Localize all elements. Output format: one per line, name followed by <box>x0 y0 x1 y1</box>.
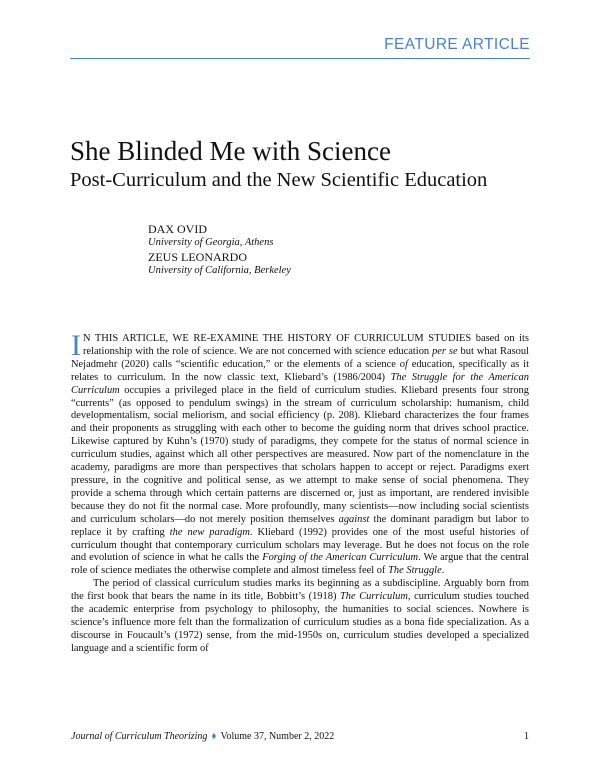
journal-name: Journal of Curriculum Theorizing <box>71 731 208 742</box>
drop-cap: I <box>71 329 81 362</box>
text-run-italic: per se <box>432 345 458 357</box>
article-subtitle: Post-Curriculum and the New Scientific Education <box>70 169 488 191</box>
text-run-italic: against <box>338 513 370 525</box>
text-run-italic: of <box>399 358 408 370</box>
article-body <box>71 329 529 656</box>
volume-info: Volume 37, Number 2, 2022 <box>220 731 335 742</box>
paragraph <box>71 578 529 655</box>
text-run-italic: the new paradigm <box>169 526 250 538</box>
text-run: but what Rasoul Nejadmehr (2020) calls “scientific education,” or the elements of a science <box>71 345 529 370</box>
text-run: . Kliebard (1992) provides one of the most useful histories of curriculum thought that contemporary curriculum scholars may leverage. But he does not focus on the role and evolution of science in what he calls the <box>71 526 529 564</box>
text-run: the dominant paradigm but labor to replace it by crafting <box>71 513 529 538</box>
author-block <box>148 222 291 278</box>
text-run: based on its relationship with the role of science. We are not concerned with science education <box>83 333 529 357</box>
text-run-italic: The Curriculum <box>339 591 408 603</box>
text-run: occupies a privileged place in the field of curriculum studies. Kliebard presents four strong “currents” (as opposed to pendulum swings) in the stream of curriculum scholarship: humanism, child developmentalism, social meliorism, and social efficiency (p. 208). Kliebard characterizes the four frames and their proponents as struggling with each other to become the guiding norm that drives school practice. Likewise captured by Kuhn’s (1970) study of paradigms, they compete for the status of normal science in curriculum studies, against which all other perspectives are measured. Now part of the nomenclature in the academy, paradigms are more than perspectives that scholars happen to accept or reject. Paradigms exert pressure, in the cognitive and political sense, as we attempt to make sense of social phenomena. They provide a schema through which certain patterns are discerned or, just as important, are rendered invisible because they do not fit the normal case. More profoundly, many scientists—now including social scientists and curriculum scholars—do not merely position themselves <box>71 384 529 525</box>
paragraph <box>71 329 529 578</box>
author-affiliation: University of Georgia, Athens <box>148 237 274 248</box>
opening-caps: N THIS ARTICLE, WE RE-EXAMINE THE HISTORY OF CURRICULUM STUDIES <box>83 333 472 344</box>
text-run-italic: The Struggle for the American Curriculum <box>71 371 529 396</box>
text-run: . We argue that the central role of science mediates the otherwise complete and almost timeless feel of <box>71 552 529 577</box>
article-title: She Blinded Me with Science <box>70 136 391 166</box>
author-name: DAX OVID <box>148 222 207 236</box>
section-label: FEATURE ARTICLE <box>384 36 530 53</box>
text-run: The period of classical curriculum studies marks its beginning as a subdiscipline. Arguably born from the first book that bears the name in its title, Bobbitt’s (1918) <box>71 578 529 603</box>
author-affiliation: University of California, Berkeley <box>148 265 291 276</box>
text-run-italic: Forging of the American Curriculum <box>262 552 419 564</box>
page-number: 1 <box>524 731 529 742</box>
header-divider <box>70 58 530 59</box>
text-run: education, specifically as it relates to curriculum. In the now classic text, Kliebard’s (1986/2004) <box>71 358 529 383</box>
page-footer <box>71 731 529 742</box>
text-run-italic: The Struggle <box>388 565 442 577</box>
author-name: ZEUS LEONARDO <box>148 250 247 264</box>
text-run: , curriculum studies touched the academic enterprise from psychology to philosophy, the humanities to social sciences. Nowhere is science’s influence more felt than the formalization of curriculum studies as a bona fide specialization. As a discourse in Foucault’s (1972) sense, from the mid-1950s on, curriculum studies developed a specialized language and a scientific form of <box>71 591 529 654</box>
text-run: . <box>441 565 445 577</box>
diamond-separator-icon: ♦ <box>211 731 217 742</box>
